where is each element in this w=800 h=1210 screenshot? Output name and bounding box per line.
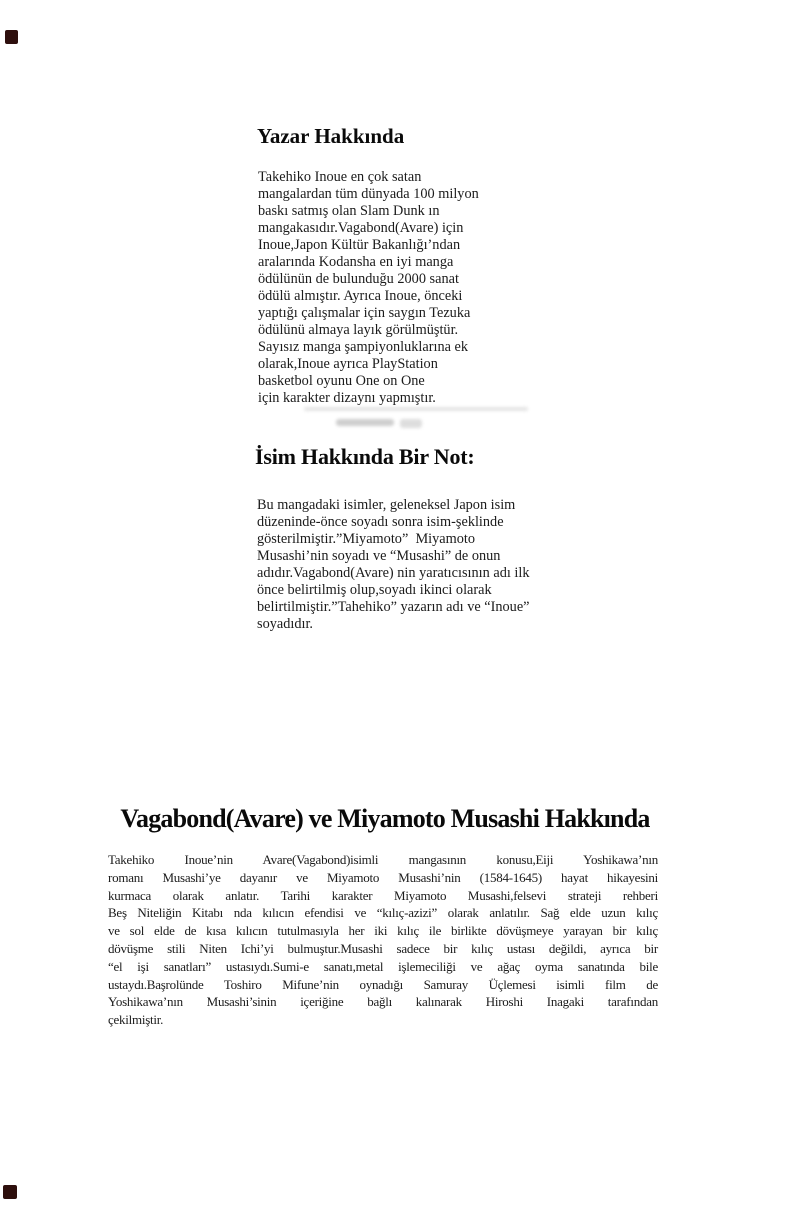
text-line: romanı Musashi’ye dayanır ve Miyamoto Musashi’nin (1584-1645) hayat hikayesini xyxy=(108,869,658,885)
text-line: adıdır.Vagabond(Avare) nin yaratıcısının adı ilk xyxy=(257,565,530,581)
about-section-heading: Vagabond(Avare) ve Miyamoto Musashi Hakkında xyxy=(120,804,650,833)
author-section-heading: Yazar Hakkında xyxy=(257,124,405,148)
text-line: gösterilmiştir.”Miyamoto” Miyamoto xyxy=(257,531,476,547)
smudge-streak xyxy=(336,419,394,426)
text-line: olarak,Inoue ayrıca PlayStation xyxy=(258,356,438,372)
text-line: kurmaca olarak anlatır. Tarihi karakter Miyamoto Musashi,felsevi strateji rehberi xyxy=(108,887,658,903)
about-section-paragraph xyxy=(108,851,658,1029)
text-line: Musashi’nin soyadı ve “Musashi” de onun xyxy=(257,548,501,564)
text-line: önce belirtilmiş olup,soyadı ikinci olarak xyxy=(257,582,492,598)
text-line: Takehiko Inoue’nin Avare(Vagabond)isimli mangasının konusu,Eiji Yoshikawa’nın xyxy=(108,852,658,867)
text-line: ödülünü almaya layık görülmüştür. xyxy=(258,322,459,338)
text-line: soyadıdır. xyxy=(257,616,313,632)
text-line: dövüşme stili Niten Ichi’yi bulmuştur.Musashi sadece bir kılıç ustası değildi, ayrıca bir xyxy=(108,940,658,956)
text-line: Beş Niteliğin Kitabı nda kılıcın efendisi ve “kılıç-azizi” olarak anlatılır. Sağ elde uzun kılıç xyxy=(108,905,658,921)
text-line: basketbol oyunu One on One xyxy=(258,373,425,389)
text-line: mangalardan tüm dünyada 100 milyon xyxy=(258,186,479,202)
name-note-paragraph xyxy=(257,497,530,633)
text-line: ödülünün de bulunduğu 2000 sanat xyxy=(258,271,459,287)
text-line: düzeninde-önce soyadı sonra isim-şeklinde xyxy=(257,514,504,530)
text-line: “el işi sanatları” ustasıydı.Sumi-e sanatı,metal işlemeciliği ve ağaç oyma sanatında bile xyxy=(108,958,658,974)
text-line: Sayısız manga şampiyonluklarına ek xyxy=(258,339,469,355)
text-line: Bu mangadaki isimler, geleneksel Japon isim xyxy=(257,497,516,513)
text-line: Yoshikawa’nın Musashi’sinin içeriğine bağlı kalınarak Hiroshi Inagaki tarafından xyxy=(108,994,658,1010)
text-line: Inoue,Japon Kültür Bakanlığı’ndan xyxy=(258,237,461,253)
text-line: mangakasıdır.Vagabond(Avare) için xyxy=(258,220,464,236)
scan-artifact-mark-bottom-left xyxy=(3,1185,17,1199)
erased-text-smudge xyxy=(300,406,535,432)
smudge-blob xyxy=(400,419,422,428)
text-line: aralarında Kodansha en iyi manga xyxy=(258,254,454,270)
text-line: için karakter dizaynı yapmıştır. xyxy=(258,390,436,406)
text-line: ustaydı.Başrolünde Toshiro Mifune’nin oynadığı Samuray Üçlemesi isimli film de xyxy=(108,976,658,992)
text-line: belirtilmiştir.”Tahehiko” yazarın adı ve “Inoue” xyxy=(257,599,530,615)
scan-artifact-mark-top-left xyxy=(5,30,18,44)
name-note-heading: İsim Hakkında Bir Not: xyxy=(255,444,475,469)
text-line: baskı satmış olan Slam Dunk ın xyxy=(258,203,440,219)
author-section-paragraph xyxy=(258,169,479,407)
text-line: ödülü almıştır. Ayrıca Inoue, önceki xyxy=(258,288,463,304)
text-line: çekilmiştir. xyxy=(108,1012,164,1028)
text-line: Takehiko Inoue en çok satan xyxy=(258,169,422,185)
text-line: yaptığı çalışmalar için saygın Tezuka xyxy=(258,305,471,321)
smudge-dashes xyxy=(304,407,528,411)
text-line: ve sol elde de kısa kılıcın tutulmasıyla her iki kılıç ile birlikte dövüşmeye yarayan bir kılıç xyxy=(108,923,658,939)
